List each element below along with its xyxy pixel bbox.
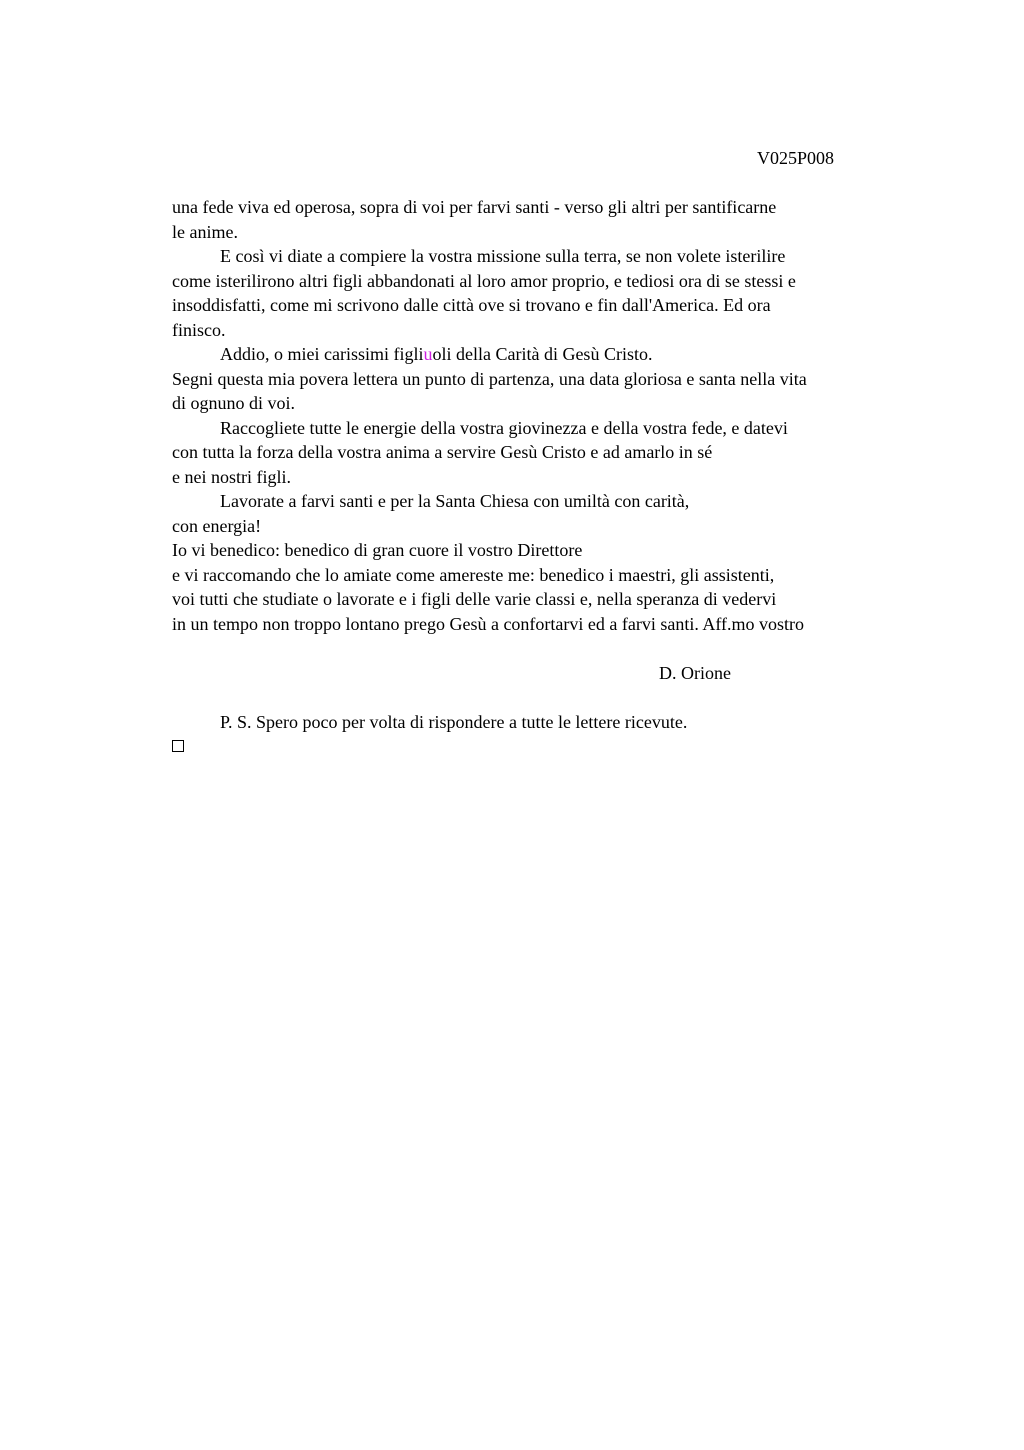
spacer: [172, 685, 932, 710]
letter-line: le anime.: [172, 221, 238, 242]
addio-text-before: Addio, o miei carissimi figli: [220, 344, 424, 364]
empty-box-icon: [172, 740, 184, 752]
letter-line: come isterilirono altri figli abbandonati al loro amor proprio, e tediosi ora di se stessi e: [172, 270, 796, 291]
letter-line: una fede viva ed operosa, sopra di voi per farvi santi - verso gli altri per santificarne: [172, 197, 777, 217]
letter-line: Segni questa mia povera lettera un punto di partenza, una data gloriosa e santa nella vita: [172, 368, 807, 389]
letter-line: con energia!: [172, 515, 262, 536]
letter-line: insoddisfatti, come mi scrivono dalle città ove si trovano e fin dall'America. Ed ora: [172, 295, 771, 315]
addio-line: [172, 342, 932, 367]
spacer: [172, 636, 932, 661]
letter-line: con tutta la forza della vostra anima a servire Gesù Cristo e ad amarlo in sé: [172, 442, 713, 462]
empty-box-row: [172, 734, 932, 759]
letter-line: E così vi diate a compiere la vostra missione sulla terra, se non volete isterilire: [220, 246, 786, 266]
letter-line: finisco.: [172, 319, 226, 340]
letter-line: Raccogliete tutte le energie della vostra giovinezza e della vostra fede, e datevi: [220, 417, 788, 438]
letter-line: e vi raccomando che lo amiate come amereste me: benedico i maestri, gli assistenti,: [172, 564, 775, 585]
letter-body: [172, 195, 932, 759]
letter-line: Io vi benedico: benedico di gran cuore il vostro Direttore: [172, 540, 583, 560]
addio-text-after: oli della Carità di Gesù Cristo.: [432, 344, 653, 364]
page-code: V025P008: [757, 148, 835, 168]
letter-line: di ognuno di voi.: [172, 393, 296, 413]
letter-line: voi tutti che studiate o lavorate e i figli delle varie classi e, nella speranza di vedervi: [172, 589, 777, 609]
letter-line: e nei nostri figli.: [172, 466, 291, 487]
highlighted-letter: u: [423, 344, 433, 364]
signature: D. Orione: [659, 662, 731, 683]
letter-line: in un tempo non troppo lontano prego Gesù a confortarvi ed a farvi santi. Aff.mo vostro: [172, 613, 805, 634]
postscript: P. S. Spero poco per volta di rispondere a tutte le lettere ricevute.: [220, 711, 688, 732]
letter-line: Lavorate a farvi santi e per la Santa Chiesa con umiltà con carità,: [220, 491, 690, 511]
